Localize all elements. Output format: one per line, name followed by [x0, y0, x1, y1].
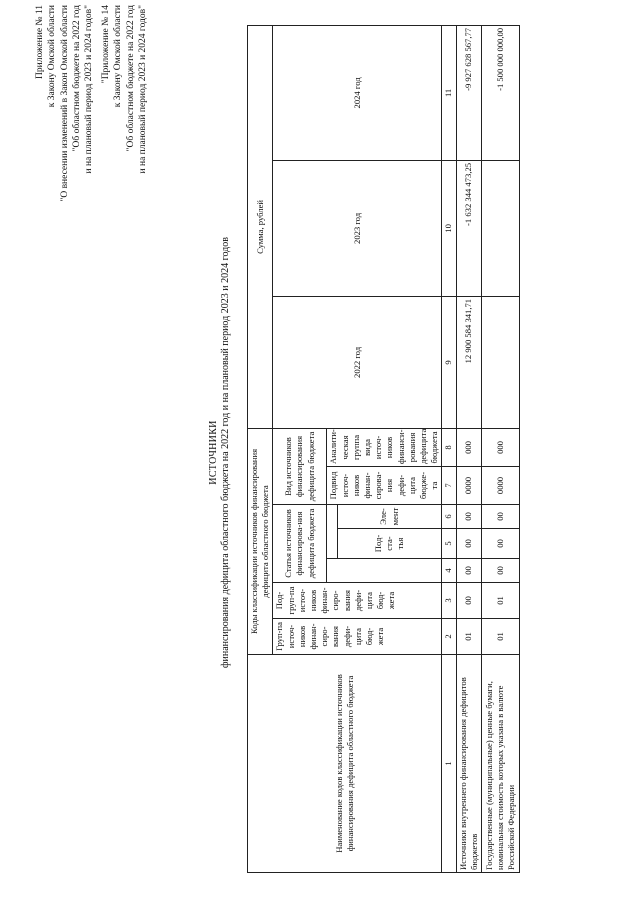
col-number: 4 — [442, 559, 456, 583]
header-subgroup: Под-груп-па источ-ников финан-сиро-вания дефи-цита бюд-жета — [273, 583, 442, 619]
header-kind: Вид источников финансирования дефицита бюджета — [273, 428, 327, 504]
row-sum-2022 — [482, 296, 520, 428]
row-code: 00 — [482, 559, 520, 583]
header-name: Наименование кодов классификации источников финансирования дефицита областного бюджета — [248, 655, 442, 873]
header-element: Эле-мент — [337, 505, 442, 529]
header-article-blank — [327, 559, 442, 583]
header-2024: 2024 год — [273, 25, 442, 160]
header-2023: 2023 год — [273, 160, 442, 296]
row-name: Государственные (муниципальные) ценные бумаги, номинальная стоимость которых указана в валюте Российской Федерации — [482, 655, 520, 873]
document-title: ИСТОЧНИКИ — [208, 420, 219, 485]
appendix-14-line: и на плановый период 2023 и 2024 годов" — [137, 5, 148, 174]
table-row — [456, 25, 481, 872]
col-number: 11 — [442, 25, 456, 160]
row-code: 00 — [482, 505, 520, 529]
row-sum-2024: -1 500 000 000,00 — [482, 25, 520, 160]
row-sum-2024: -9 927 628 567,77 — [456, 25, 481, 160]
row-code: 0000 — [456, 467, 481, 505]
row-code: 00 — [482, 529, 520, 559]
appendix-11-line: "О внесении изменений в Закон Омской области — [59, 5, 70, 202]
col-number: 1 — [442, 655, 456, 873]
row-code: 00 — [456, 583, 481, 619]
col-number: 5 — [442, 529, 456, 559]
appendix-14-line: "Об областном бюджете на 2022 год — [125, 5, 136, 152]
header-article: Статья источников финансирова-ния дефицита бюджета — [273, 505, 327, 583]
row-code: 01 — [482, 619, 520, 655]
appendix-11-header — [34, 5, 95, 215]
header-subkind: Подвид источ-ников финан-сирова-ния дефи-цита бюдже-та — [327, 467, 442, 505]
header-group: Груп-па источ-ников финан-сиро-вания дефи-цита бюд-жета — [273, 619, 442, 655]
row-code: 000 — [456, 428, 481, 466]
appendix-11-line: Приложение № 11 — [35, 5, 45, 79]
row-sum-2023: -1 632 344 473,25 — [456, 160, 481, 296]
appendix-11-line: и на плановый период 2023 и 2024 годов" — [84, 5, 95, 174]
row-sum-2022: 12 900 584 341,71 — [456, 296, 481, 428]
row-code: 01 — [482, 583, 520, 619]
appendix-14-line: "Приложение № 14 — [101, 5, 111, 84]
appendix-14-header — [100, 5, 149, 215]
col-number: 9 — [442, 296, 456, 428]
appendix-11-line: к Закону Омской области — [47, 5, 58, 108]
col-number: 3 — [442, 583, 456, 619]
appendix-11-line: "Об областном бюджете на 2022 год — [71, 5, 82, 152]
col-number: 2 — [442, 619, 456, 655]
document-subtitle: финансирования дефицита областного бюджета на 2022 год и на плановый период 2023 и 2024 годов — [220, 237, 231, 668]
row-name: Источники внутреннего финансирования дефицитов бюджетов — [456, 655, 481, 873]
header-codes: Коды классификации источников финансирования дефицита областного бюджета — [248, 428, 273, 654]
header-analytic: Аналити-ческая группа вида источ-ников финанси-рования дефицита бюджета — [327, 428, 442, 466]
header-article-sub — [327, 505, 337, 559]
row-code: 000 — [482, 428, 520, 466]
row-code: 00 — [456, 529, 481, 559]
row-sum-2023 — [482, 160, 520, 296]
row-code: 01 — [456, 619, 481, 655]
row-code: 00 — [456, 559, 481, 583]
header-sum: Сумма, рублей — [248, 25, 273, 428]
table-row — [482, 25, 520, 872]
row-code: 0000 — [482, 467, 520, 505]
sources-table — [247, 25, 520, 873]
header-2022: 2022 год — [273, 296, 442, 428]
row-code: 00 — [456, 505, 481, 529]
col-number: 6 — [442, 505, 456, 529]
header-subarticle: Под-ста-тья — [337, 529, 442, 559]
col-number: 10 — [442, 160, 456, 296]
col-number: 8 — [442, 428, 456, 466]
appendix-14-line: к Закону Омской области — [113, 5, 124, 108]
col-number: 7 — [442, 467, 456, 505]
